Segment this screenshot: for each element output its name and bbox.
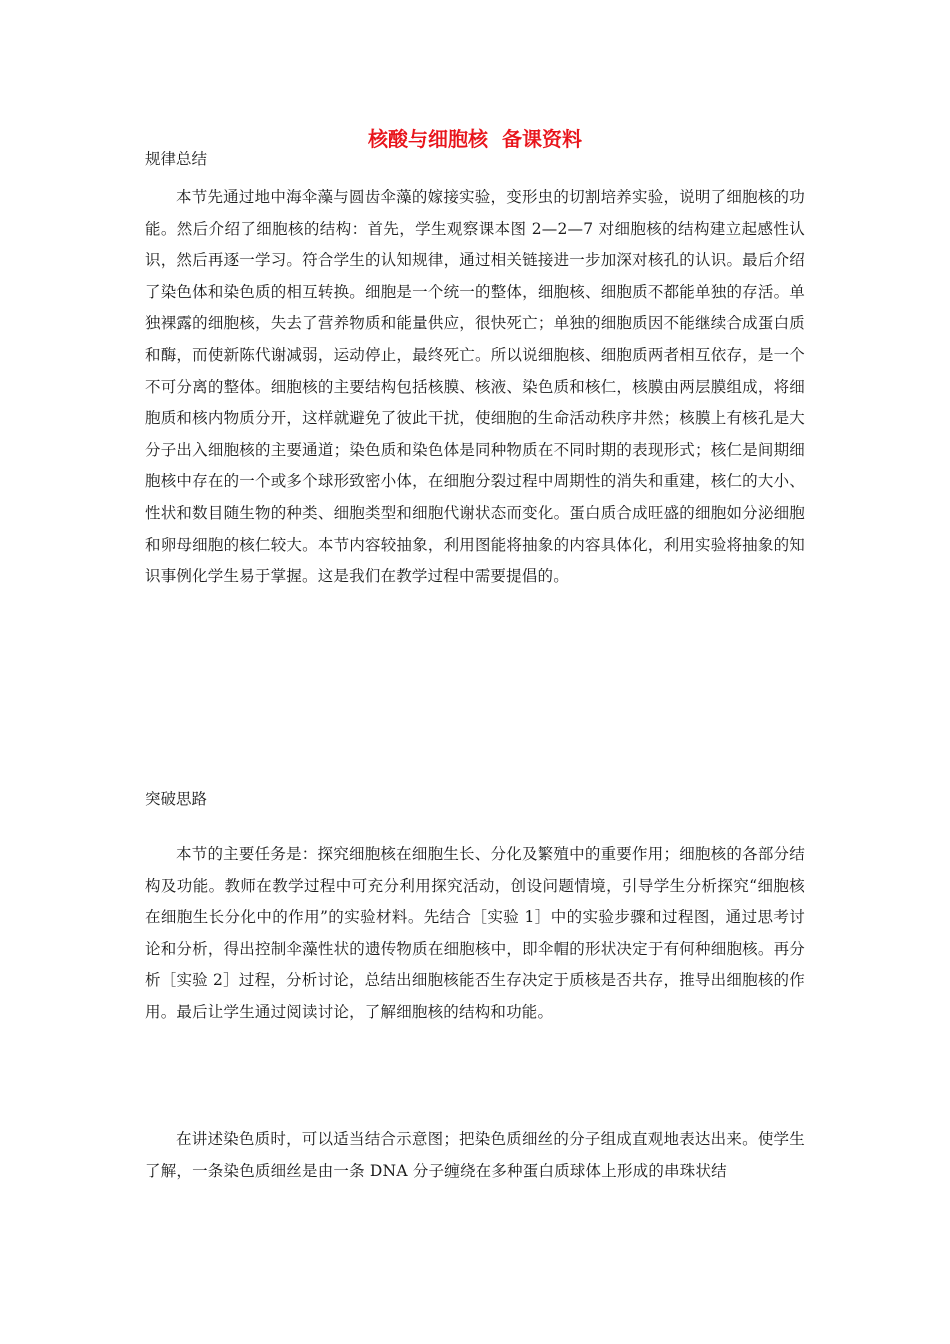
section-paragraph: 本节的主要任务是：探究细胞核在细胞生长、分化及繁殖中的重要作用；细胞核的各部分结构及功能。教师在教学过程中可充分利用探究活动，创设问题情境，引导学生分析探究“细胞核在细胞生长分化中的作用”的实验材料。先结合［实验 1］中的实验步骤和过程图，通过思考讨论和分析，得出控制伞藻性状的遗传物质在细胞核中，即伞帽的形状决定于有何种细胞核。再分析［实验 2］过程，分析讨论，总结出细胞核能否生存决定于质核是否共存，推导出细胞核的作用。最后让学生通过阅读讨论，了解细胞核的结构和功能。 bbox=[145, 845, 805, 1021]
section-paragraph: 在讲述染色质时，可以适当结合示意图；把染色质细丝的分子组成直观地表达出来。使学生了解，一条染色质细丝是由一条 DNA 分子缠绕在多种蛋白质球体上形成的串珠状结 bbox=[145, 1130, 805, 1180]
section-heading-breakthrough-ideas: 突破思路 bbox=[145, 790, 208, 808]
section-paragraph: 本节先通过地中海伞藻与圆齿伞藻的嫁接实验，变形虫的切割培养实验，说明了细胞核的功能。然后介绍了细胞核的结构：首先，学生观察课本图 2—2—7 对细胞核的结构建立起感性认识，然后再逐一学习。符合学生的认知规律，通过相关链接进一步加深对核孔的认识。最后介绍了染色体和染色质的相互转换。细胞是一个统一的整体，细胞核、细胞质不都能单独的存活。单独裸露的细胞核，失去了营养物质和能量供应，很快死亡；单独的细胞质因不能继续合成蛋白质和酶，而使新陈代谢减弱，运动停止，最终死亡。所以说细胞核、细胞质两者相互依存，是一个不可分离的整体。细胞核的主要结构包括核膜、核液、染色质和核仁，核膜由两层膜组成，将细胞质和核内物质分开，这样就避免了彼此干扰，使细胞的生命活动秩序井然；核膜上有核孔是大分子出入细胞核的主要通道；染色质和染色体是同种物质在不同时期的表现形式；核仁是间期细胞核中存在的一个或多个球形致密小体，在细胞分裂过程中周期性的消失和重建，核仁的大小、性状和数目随生物的种类、细胞类型和细胞代谢状态而变化。蛋白质合成旺盛的细胞如分泌细胞和卵母细胞的核仁较大。本节内容较抽象，利用图能将抽象的内容具体化，利用实验将抽象的知识事例化学生易于掌握。这是我们在教学过程中需要提倡的。 bbox=[145, 188, 805, 586]
section-heading-rules-summary: 规律总结 bbox=[145, 150, 208, 168]
document-title: 核酸与细胞核 备课资料 bbox=[368, 127, 582, 151]
